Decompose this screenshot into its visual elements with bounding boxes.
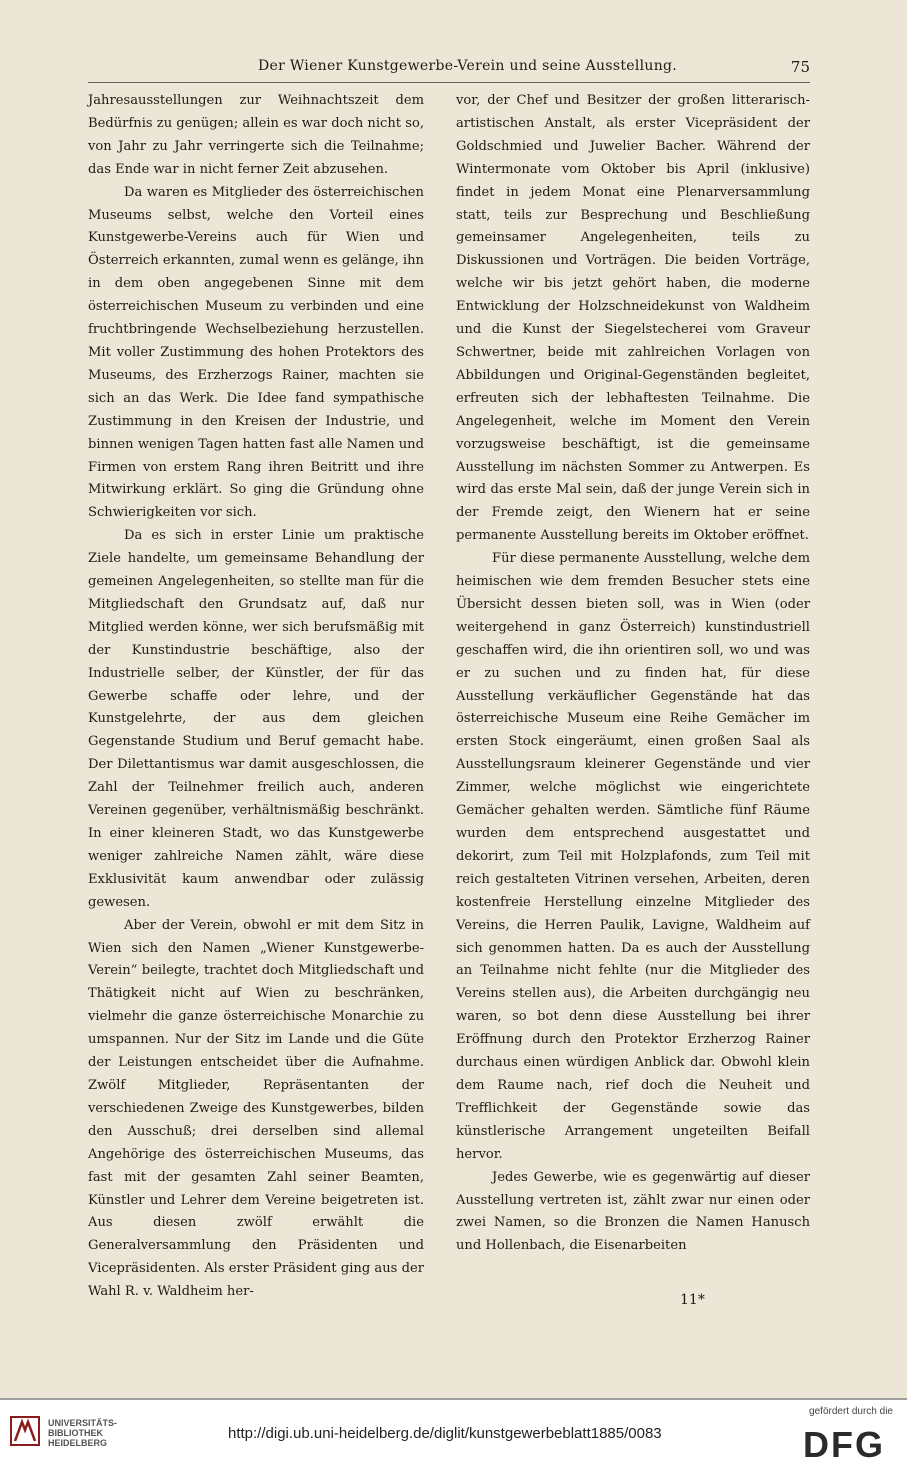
paragraph: Da waren es Mitglieder des österreichischen Museums selbst, welche den Vorteil eines Kunstgewerbe-Vereins auch für Wien und Österreich erkannten, zumal wenn es gelänge, ihn in dem oben angegebenen Sinne mit dem österreichischen Museum zu verbinden und eine fruchtbringende Wechselbeziehung herzustellen. Mit voller Zustimmung des hohen Protektors des Museums, des Erzherzogs Rainer, machten sie sich an das Werk. Die Idee fand sympathische Zustimmung in den Kreisen der Industrie, und binnen wenigen Tagen hatten fast alle Namen und Firmen von erstem Rang ihren Beitritt und ihre Mitwirkung erklärt. So ging die Gründung ohne Schwierigkeiten vor sich. (88, 184, 424, 521)
footer-bar (0, 1398, 907, 1473)
university-seal-icon (10, 1416, 40, 1446)
library-logo-text: UNIVERSITÄTS- BIBLIOTHEK HEIDELBERG (48, 1418, 118, 1448)
dfg-logo (803, 1424, 893, 1462)
paragraph: vor, der Chef und Besitzer der großen litterarisch-artistischen Anstalt, als erster Vicepräsident der Goldschmied und Juwelier Bacher. Während der Wintermonate vom Oktober bis April (inklusive) findet in jedem Monat eine Plenarversammlung statt, teils zur Besprechung und Beschließung gemeinsamer Angelegenheiten, teils zu Diskussionen und Vorträgen. Die beiden Vorträge, welche wir bis jetzt gehört haben, die moderne Entwicklung der Holzschneidekunst von Waldheim und die Kunst der Siegelstecherei vom Graveur Schwertner, beide mit zahlreichen Vorlagen von Abbildungen und Original-Gegenständen begleitet, erfreuten sich der lebhaftesten Teilnahme. Die Angelegenheit, welche im Moment den Verein vorzugsweise beschäftigt, ist die gemeinsame Ausstellung im nächsten Sommer zu Antwerpen. Es wird das erste Mal sein, daß der junge Verein sich in der Fremde zeigt, den Wienern hat er seine permanente Ausstellung bereits im Oktober eröffnet. (456, 93, 810, 544)
funded-by-label: gefördert durch die (809, 1406, 893, 1417)
paragraph: Jedes Gewerbe, wie es gegenwärtig auf dieser Ausstellung vertreten ist, zählt zwar nur einen oder zwei Namen, so die Bronzen die Namen Hanusch und Hollenbach, die Eisenarbeiten (456, 1169, 810, 1254)
header-rule (88, 82, 810, 83)
svg-text:DFG: DFG (803, 1424, 885, 1462)
running-title: Der Wiener Kunstgewerbe-Verein und seine Ausstellung. (258, 58, 678, 74)
left-column (88, 90, 424, 1304)
signature-mark: 11* (680, 1292, 705, 1308)
permalink-url[interactable]: http://digi.ub.uni-heidelberg.de/diglit/kunstgewerbeblatt1885/0083 (228, 1425, 662, 1442)
footer-rule (0, 1398, 907, 1400)
paragraph: Aber der Verein, obwohl er mit dem Sitz in Wien sich den Namen „Wiener Kunstgewerbe-Verein“ beilegte, trachtet doch Mitgliedschaft und Thätigkeit nicht auf Wien zu beschränken, vielmehr die ganze österreichische Monarchie zu umspannen. Nur der Sitz im Lande und die Güte der Leistungen entscheidet über die Aufnahme. Zwölf Mitglieder, Repräsentanten der verschiedenen Zweige des Kunstgewerbes, bilden den Ausschuß; drei derselben sind allemal Angehörige des österreichischen Museums, das fast mit der gesamten Zahl seiner Beamten, Künstler und Lehrer dem Vereine beigetreten ist. Aus diesen zwölf erwählt die Generalversammlung den Präsidenten und Vicepräsidenten. Als erster Präsident ging aus der Wahl R. v. Waldheim her- (88, 917, 424, 1300)
paragraph: Für diese permanente Ausstellung, welche dem heimischen wie dem fremden Besucher stets eine Übersicht dessen bieten soll, was in Wien (oder weitergehend in ganz Österreich) kunstindustriell geschaffen wird, die ihn orientiren soll, wo und was er zu suchen und zu finden hat, für diese Ausstellung verkäuflicher Gegenstände hat das österreichische Museum eine Reihe Gemächer im ersten Stock eingeräumt, einen großen Saal als Ausstellungsraum kleinerer Gegenstände und vier Zimmer, welche möglichst wie eingerichtete Gemächer gehalten werden. Sämtliche fünf Räume wurden dem entsprechend ausgestattet und dekorirt, zum Teil mit Holzplafonds, zum Teil mit reich gestalteten Vitrinen versehen, Arbeiten, deren kostenfreie Herstellung einzelne Mitglieder des Vereins, die Herren Paulik, Lavigne, Waldheim auf sich genommen hatten. Da es auch der Ausstellung an Teilnahme nicht fehlte (nur die Mitglieder des Vereins stellen aus), die Arbeiten durchgängig neu waren, so bot denn diese Ausstellung bei ihrer Eröffnung durch den Protektor Erzherzog Rainer durchaus einen würdigen Anblick dar. Obwohl klein dem Raume nach, rief doch die Neuheit und Trefflichkeit der Gegenstände sowie das künstlerische Arrangement ungeteilten Beifall hervor. (456, 551, 810, 1162)
right-column (456, 90, 810, 1258)
page-number: 75 (790, 58, 810, 76)
paragraph: Jahresausstellungen zur Weihnachtszeit dem Bedürfnis zu genügen; allein es war doch nicht so, von Jahr zu Jahr verringerte sich die Teilnahme; das Ende war in nicht ferner Zeit abzusehen. (88, 93, 424, 177)
running-header (88, 56, 810, 80)
paragraph: Da es sich in erster Linie um praktische Ziele handelte, um gemeinsame Behandlung der gemeinen Angelegenheiten, so stellte man für die Mitgliedschaft den Grundsatz auf, daß nur Mitglied werden könne, wer sich berufsmäßig mit der Kunstindustrie beschäftige, also der Industrielle selber, der Künstler, der für das Gewerbe schaffe oder lehre, und der Kunstgelehrte, der aus dem gleichen Gegenstande Studium und Beruf gemacht habe. Der Dilettantismus war damit ausgeschlossen, die Zahl der Teilnehmer freilich auch, anderen Vereinen gegenüber, verhältnismäßig beschränkt. In einer kleineren Stadt, wo das Kunstgewerbe weniger zahlreiche Namen zählt, wäre diese Exklusivität kaum anwendbar oder zulässig gewesen. (88, 528, 424, 910)
